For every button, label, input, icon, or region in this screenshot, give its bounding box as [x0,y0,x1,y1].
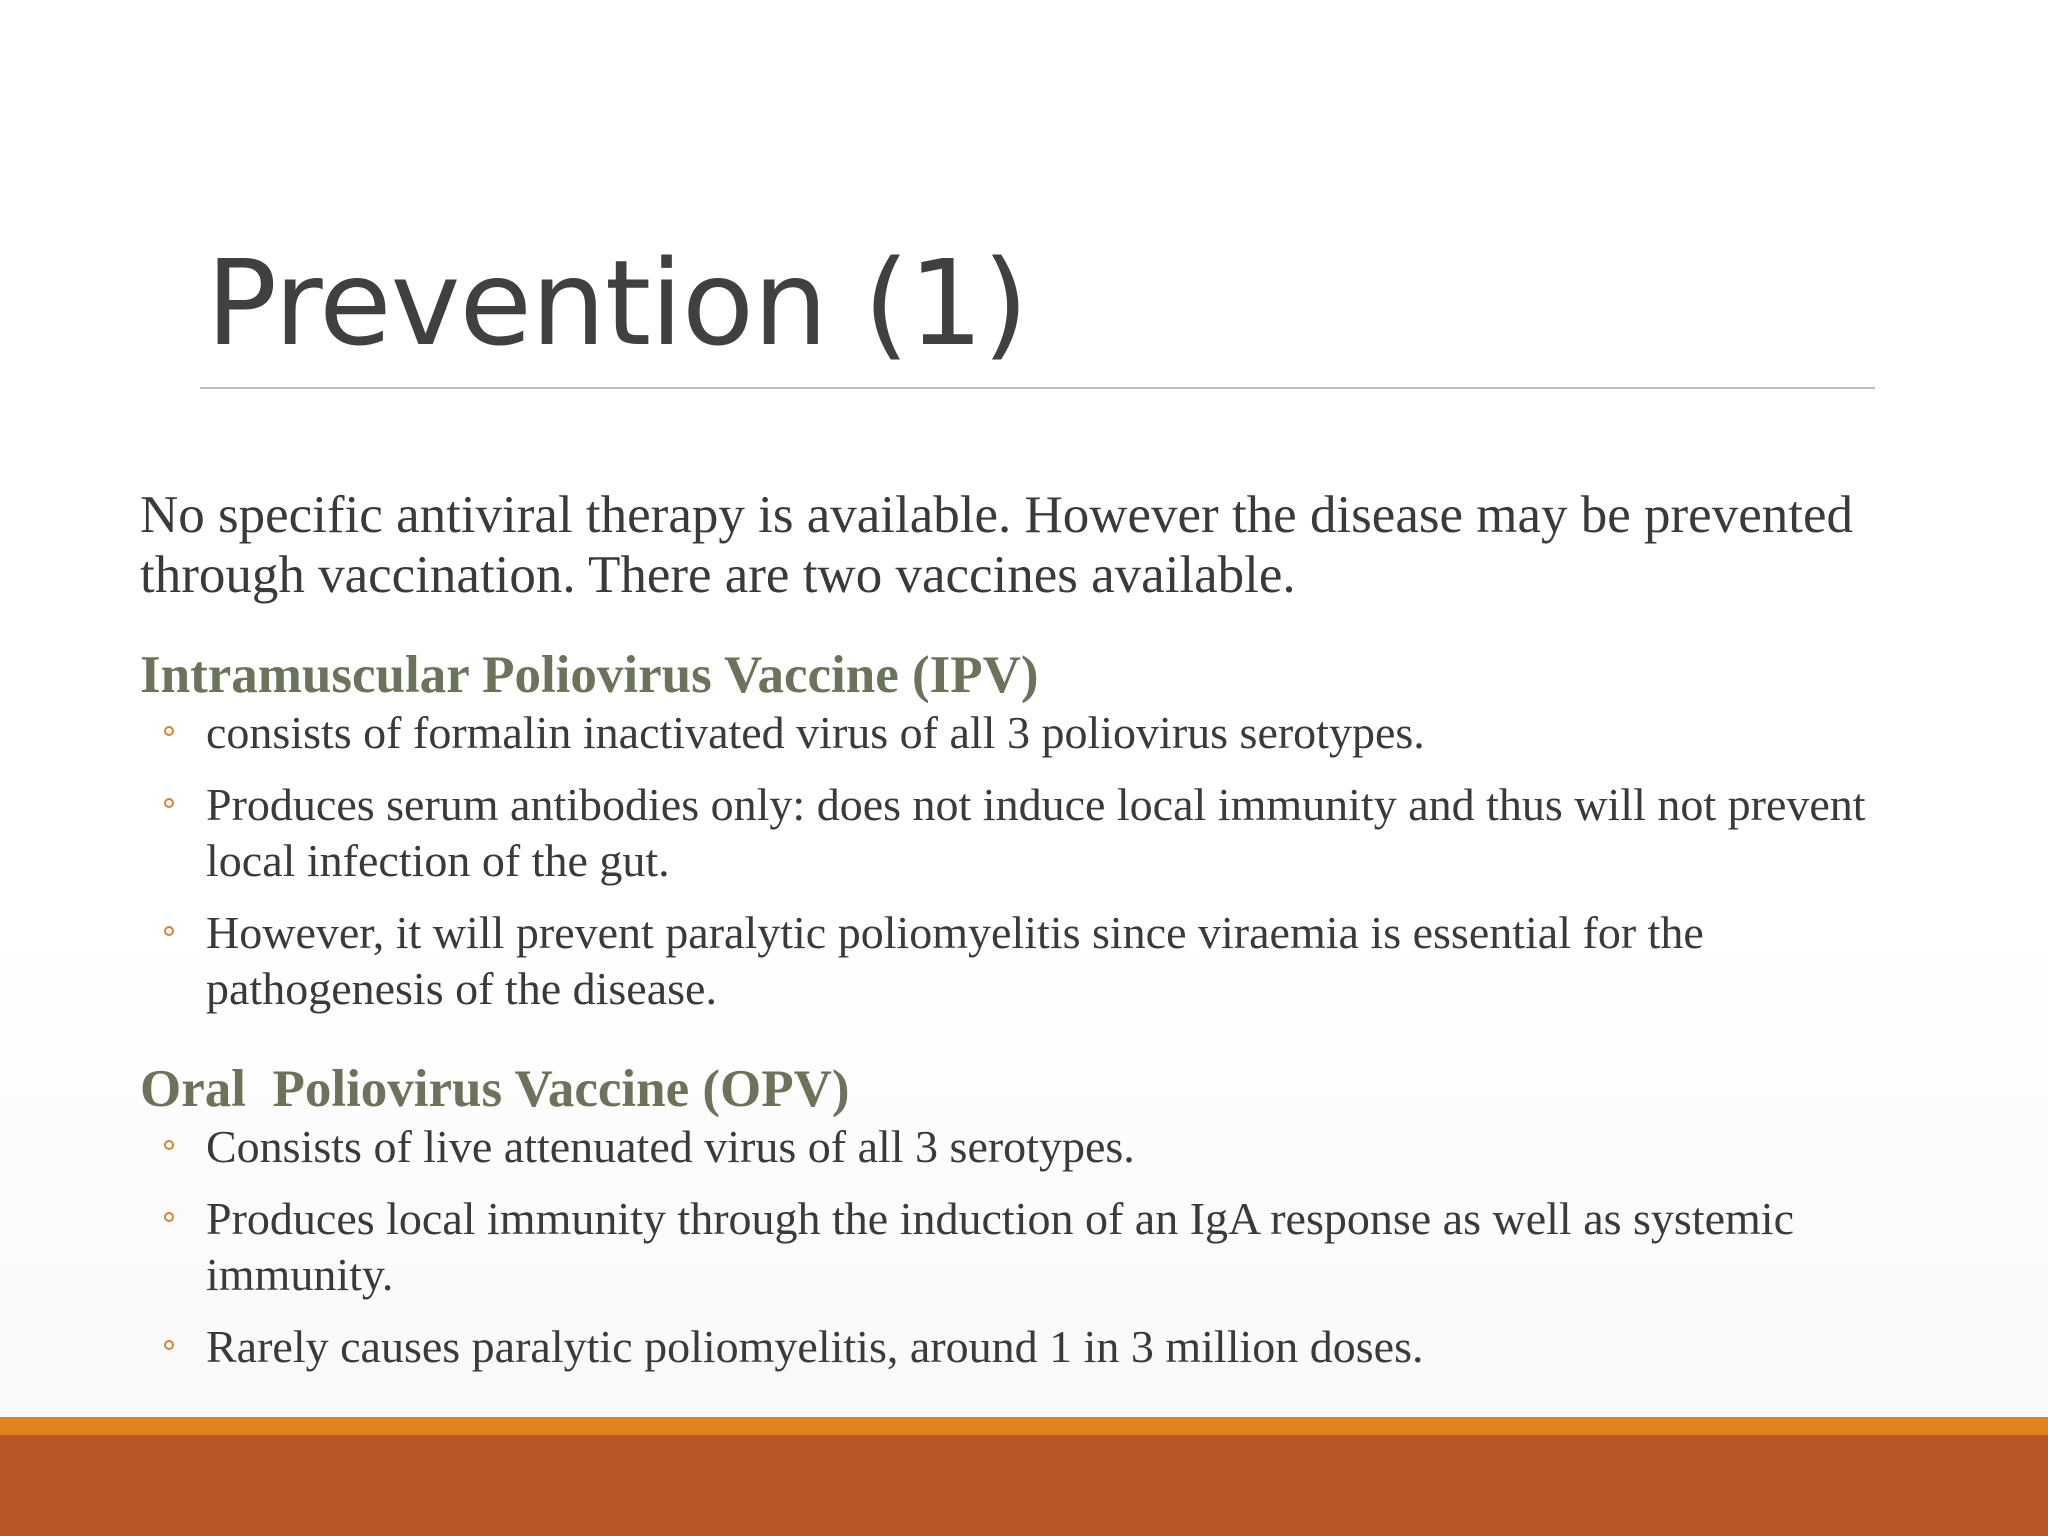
slide-content [140,485,1900,1375]
section-heading-opv: Oral Poliovirus Vaccine (OPV) [140,1060,850,1118]
list-item [140,1319,1900,1375]
intro-paragraph: No specific antiviral therapy is available. However the disease may be prevented through vaccination. There are two vaccines available. [140,486,1853,604]
bullet-text: Produces local immunity through the induction of an IgA response as well as systemic immunity. [206,1193,1794,1300]
slide-title: Prevention (1) [206,234,1028,372]
list-item [140,1119,1900,1175]
list-item [140,705,1900,761]
circle-bullet-icon [164,1140,174,1150]
circle-bullet-icon [164,926,174,936]
ipv-bullet-list [140,705,1900,1017]
circle-bullet-icon [164,726,174,736]
circle-bullet-icon [164,798,174,808]
circle-bullet-icon [164,1212,174,1222]
bullet-text: Rarely causes paralytic poliomyelitis, around 1 in 3 million doses. [206,1321,1424,1372]
list-item [140,905,1900,1017]
bullet-text: consists of formalin inactivated virus of all 3 poliovirus serotypes. [206,707,1425,758]
section-heading-ipv: Intramuscular Poliovirus Vaccine (IPV) [140,646,1039,704]
title-divider [200,387,1875,389]
footer-accent-stripe [0,1417,2048,1435]
bullet-text: However, it will prevent paralytic poliomyelitis since viraemia is essential for the pathogenesis of the disease. [206,907,1704,1014]
circle-bullet-icon [164,1340,174,1350]
opv-bullet-list [140,1119,1900,1375]
list-item [140,777,1900,889]
bullet-text: Consists of live attenuated virus of all 3 serotypes. [206,1121,1135,1172]
list-item [140,1191,1900,1303]
bullet-text: Produces serum antibodies only: does not induce local immunity and thus will not prevent local infection of the gut. [206,779,1866,886]
